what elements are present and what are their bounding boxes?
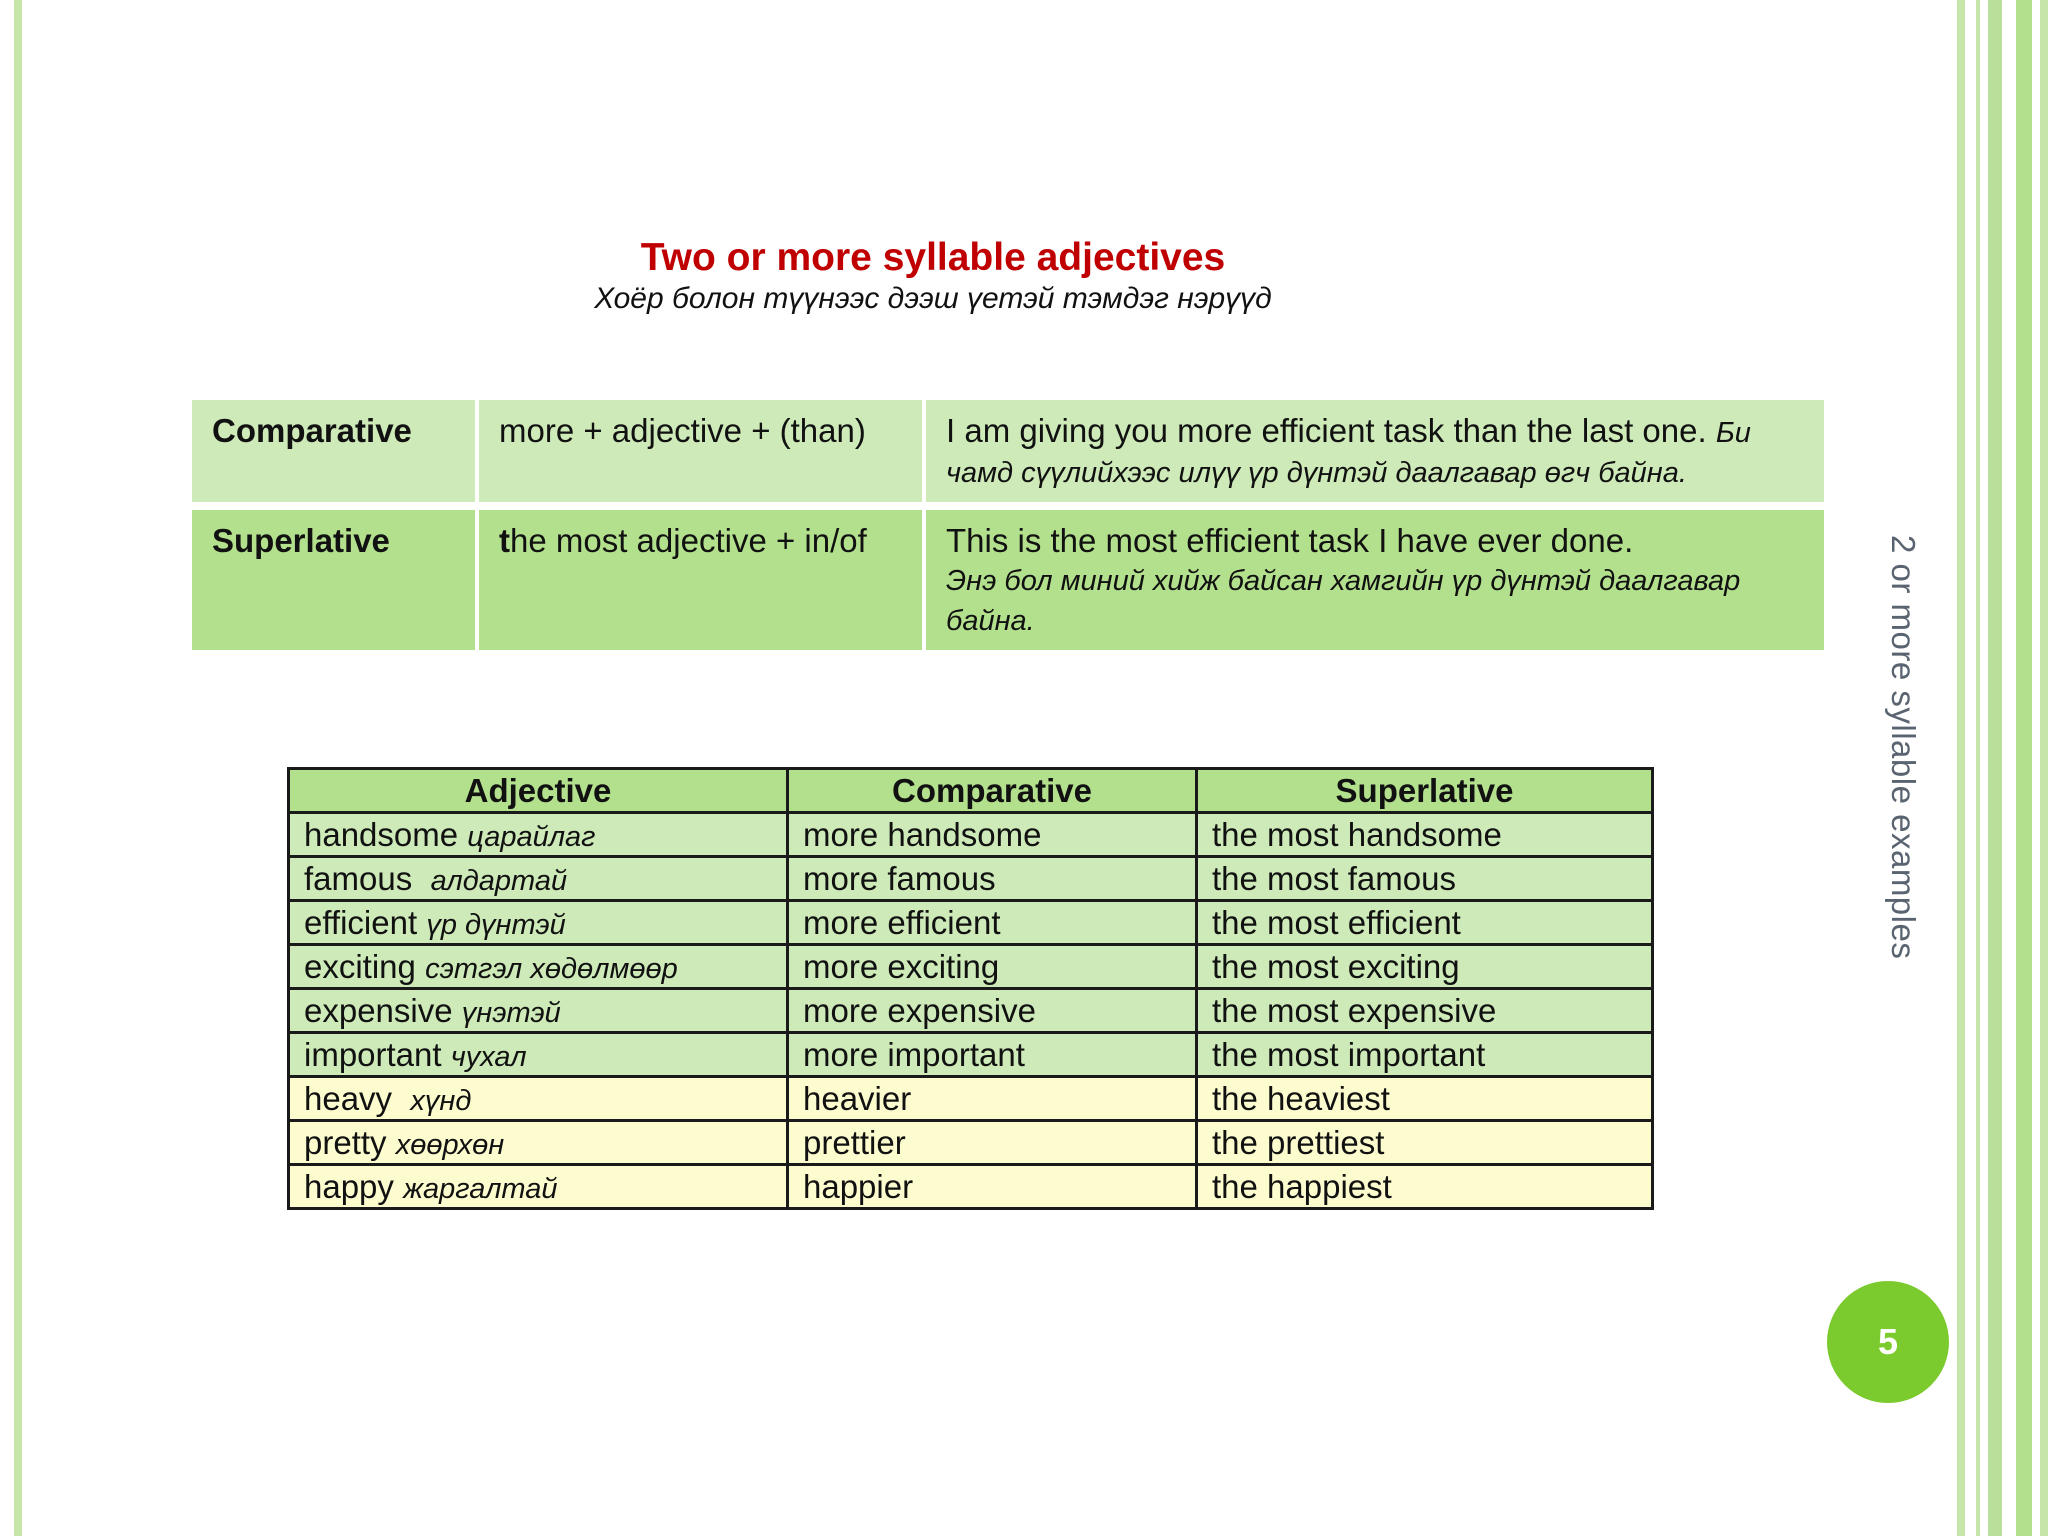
- table-row: [289, 1165, 1653, 1209]
- rule-translation: Энэ бол миний хийж байсан хамгийн үр дүнтэй даалгавар байна.: [946, 565, 1741, 637]
- adjective-translation: жаргалтай: [403, 1172, 558, 1205]
- rule-label: Superlative: [192, 510, 479, 658]
- adjective-word: pretty: [304, 1123, 387, 1161]
- page-number-badge: [1827, 1281, 1949, 1403]
- cell-superlative: the most efficient: [1197, 901, 1653, 945]
- cell-superlative: the most handsome: [1197, 813, 1653, 857]
- cell-comparative: prettier: [788, 1121, 1197, 1165]
- table-header-row: [289, 769, 1653, 813]
- table-row: [289, 857, 1653, 901]
- cell-adjective: [289, 945, 788, 989]
- rule-row-superlative: [192, 510, 1824, 658]
- table-row: [289, 1033, 1653, 1077]
- adjective-translation: хүнд: [410, 1084, 472, 1117]
- adjective-word: efficient: [304, 903, 418, 941]
- table-row: [289, 989, 1653, 1033]
- page-number: 5: [1877, 1321, 1899, 1362]
- cell-adjective: [289, 857, 788, 901]
- rule-formula-bold: t: [499, 522, 510, 559]
- adjective-translation: царайлаг: [467, 820, 596, 853]
- cell-adjective: [289, 1033, 788, 1077]
- cell-superlative: the heaviest: [1197, 1077, 1653, 1121]
- right-border-stripe-4: [2016, 0, 2032, 1536]
- slide-title: Two or more syllable adjectives: [640, 236, 1226, 279]
- table-row: [289, 1077, 1653, 1121]
- adjective-word: expensive: [304, 991, 453, 1029]
- right-border-stripe-1: [1957, 0, 1965, 1536]
- slide-subtitle: Хоёр болон түүнээс дээш үетэй тэмдэг нэрүүд: [594, 282, 1272, 315]
- cell-superlative: the most famous: [1197, 857, 1653, 901]
- rule-translation: Би чамд сүүлийхээс илүү үр дүнтэй даалгавар өгч байна.: [946, 417, 1751, 489]
- cell-superlative: the most expensive: [1197, 989, 1653, 1033]
- cell-comparative: more exciting: [788, 945, 1197, 989]
- header-adjective: Adjective: [289, 769, 788, 813]
- adjective-word: famous: [304, 859, 413, 897]
- table-row: [289, 813, 1653, 857]
- cell-superlative: the happiest: [1197, 1165, 1653, 1209]
- header-superlative: Superlative: [1197, 769, 1653, 813]
- adjective-table: [287, 767, 1654, 1210]
- cell-comparative: more expensive: [788, 989, 1197, 1033]
- table-row: [289, 945, 1653, 989]
- adjective-translation: сэтгэл хөдөлмөөр: [425, 952, 678, 985]
- table-row: [289, 901, 1653, 945]
- cell-adjective: [289, 989, 788, 1033]
- adjective-word: important: [304, 1035, 442, 1073]
- rule-example: [926, 510, 1824, 658]
- right-border-stripe-5: [2040, 0, 2048, 1536]
- cell-comparative: more handsome: [788, 813, 1197, 857]
- cell-adjective: [289, 1165, 788, 1209]
- rule-formula: [479, 400, 926, 510]
- rule-example-text: I am giving you more efficient task than the last one.: [946, 412, 1707, 449]
- cell-comparative: more famous: [788, 857, 1197, 901]
- cell-comparative: happier: [788, 1165, 1197, 1209]
- adjective-word: handsome: [304, 815, 459, 853]
- rule-formula: [479, 510, 926, 658]
- adjective-translation: чухал: [450, 1040, 527, 1073]
- cell-adjective: [289, 901, 788, 945]
- cell-adjective: [289, 1121, 788, 1165]
- adjective-word: heavy: [304, 1079, 393, 1117]
- cell-adjective: [289, 1077, 788, 1121]
- adjective-translation: хөөрхөн: [395, 1128, 505, 1161]
- cell-comparative: heavier: [788, 1077, 1197, 1121]
- rule-row-comparative: [192, 400, 1824, 510]
- rule-label: Comparative: [192, 400, 479, 510]
- adjective-translation: алдартай: [430, 864, 568, 897]
- rule-example-text: This is the most efficient task I have ever done.: [946, 522, 1634, 559]
- cell-superlative: the prettiest: [1197, 1121, 1653, 1165]
- left-border-stripe: [14, 0, 22, 1536]
- header-comparative: Comparative: [788, 769, 1197, 813]
- rule-table: [192, 400, 1824, 658]
- table-row: [289, 1121, 1653, 1165]
- rule-formula-text: more + adjective + (than): [499, 412, 866, 449]
- adjective-translation: үнэтэй: [461, 996, 561, 1029]
- rule-formula-text: he most adjective + in/of: [510, 522, 867, 559]
- adjective-translation: үр дүнтэй: [426, 908, 566, 941]
- side-section-label: 2 or more syllable examples: [1885, 535, 1922, 960]
- rule-example: [926, 400, 1824, 510]
- cell-comparative: more efficient: [788, 901, 1197, 945]
- adjective-word: exciting: [304, 947, 416, 985]
- cell-superlative: the most important: [1197, 1033, 1653, 1077]
- cell-comparative: more important: [788, 1033, 1197, 1077]
- cell-superlative: the most exciting: [1197, 945, 1653, 989]
- cell-adjective: [289, 813, 788, 857]
- right-border-stripe-3: [1988, 0, 2002, 1536]
- adjective-word: happy: [304, 1167, 394, 1205]
- right-border-stripe-2: [1976, 0, 1980, 1536]
